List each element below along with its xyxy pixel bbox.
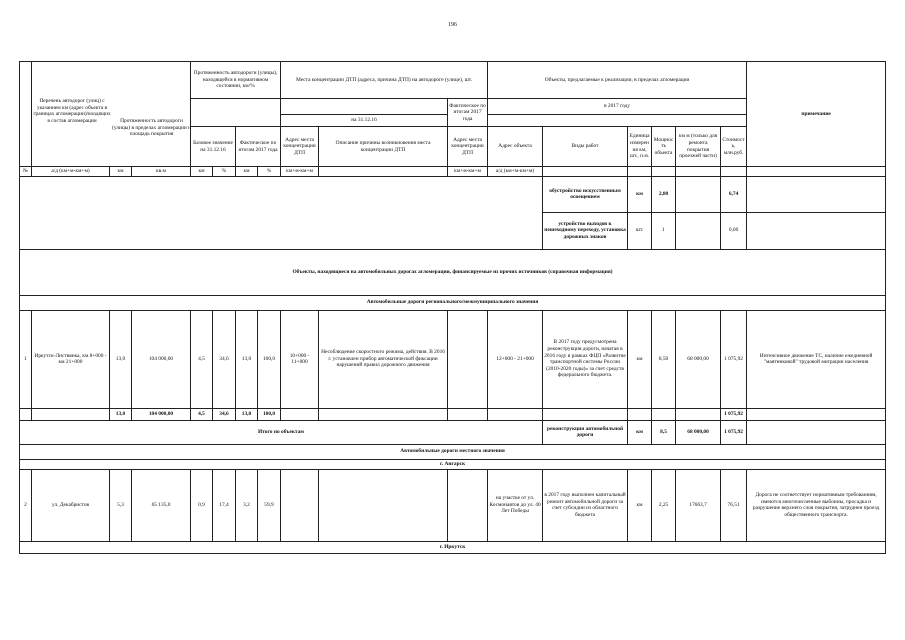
section-local: Автомобильные дороги местного значения xyxy=(20,444,886,459)
top-work-1: обустройство искусственным освещением xyxy=(543,176,628,212)
sub-base-pct: 34,6 xyxy=(213,408,236,420)
loc-blank-3 xyxy=(448,469,488,541)
loc-road: ул. Декабристов xyxy=(32,469,110,541)
table-row xyxy=(20,408,886,420)
sub-blank-3 xyxy=(281,408,319,420)
section-row xyxy=(20,249,886,295)
unit-km-3: км xyxy=(236,167,258,177)
sub-blank-1 xyxy=(20,408,32,420)
header-work-types: Виды работ xyxy=(543,127,628,167)
city-irkutsk: г. Иркутск xyxy=(20,541,886,553)
total-km-repair: 68 000,00 xyxy=(676,420,721,444)
header-blank-2 xyxy=(191,99,281,127)
total-capacity: 8,5 xyxy=(652,420,676,444)
header-date: на 31.12.16 xyxy=(281,115,448,127)
header-road-length: Протяженность автодороги (улицы) в пределах агломерации и площадь покрытия xyxy=(112,118,191,138)
sub-blank-4 xyxy=(319,408,448,420)
reg-fact-pct: 100,0 xyxy=(258,310,281,408)
top-note-2 xyxy=(747,212,886,249)
sub-blank-5 xyxy=(448,408,488,420)
sub-blank-9 xyxy=(652,408,676,420)
reg-cost: 1 075,92 xyxy=(721,310,747,408)
sub-blank-11 xyxy=(747,408,886,420)
loc-blank-2 xyxy=(319,469,448,541)
loc-blank-1 xyxy=(281,469,319,541)
header-obj-addr: Адрес объекта xyxy=(488,127,543,167)
unit-pct: % xyxy=(213,167,236,177)
reg-base-pct: 34,6 xyxy=(213,310,236,408)
loc-capacity: 2,25 xyxy=(652,469,676,541)
top-unit-2: шт. xyxy=(628,212,652,249)
loc-fact-pct: 59,9 xyxy=(258,469,281,541)
unit-ad: а/д (км+м-км+м) xyxy=(32,167,110,177)
loc-cost: 76,51 xyxy=(721,469,747,541)
top-capacity-2: 1 xyxy=(652,212,676,249)
top-km-2 xyxy=(676,212,721,249)
header-blank-3 xyxy=(281,99,448,115)
loc-obj-addr: на участке от ул. Космонавтов до ул. 40 Лет Победы xyxy=(488,469,543,541)
header-dtp-addr: Адрес места концентрации ДТП xyxy=(281,127,319,167)
unit-kvm: кв.м xyxy=(132,167,191,177)
header-actual-2017: Фактическое по итогам 2017 года xyxy=(448,99,488,127)
unit-kmm-2: км+м-км+м xyxy=(448,167,488,177)
header-blank-4 xyxy=(488,115,747,127)
reg-blank xyxy=(448,310,488,408)
total-cost: 1 075,92 xyxy=(721,420,747,444)
unit-km-2: км xyxy=(191,167,213,177)
section-row xyxy=(20,541,886,553)
loc-base-km: 0,9 xyxy=(191,469,213,541)
units-row xyxy=(20,167,886,177)
loc-km-repair: 17663,7 xyxy=(676,469,721,541)
unit-blank-5 xyxy=(676,167,721,177)
reg-fact-km: 13,0 xyxy=(236,310,258,408)
section-regional: Автомобильные дороги регионального/межмуниципального значения xyxy=(20,295,886,310)
reg-road: Иркутск-Листвянка, км 8+000 - км 21+000 xyxy=(32,310,110,408)
unit-km: км xyxy=(110,167,132,177)
loc-fact-km: 3,2 xyxy=(236,469,258,541)
header-road-list: Перечень автодорог (улиц) с указанием км (адрес объекта в границах агломерации)/входящих в состав агломерации xyxy=(33,98,111,124)
sub-blank-10 xyxy=(676,408,721,420)
loc-num: 2 xyxy=(20,469,32,541)
header-actual: Фактическое по итогам 2017 года xyxy=(236,127,281,167)
loc-area: 65 135,0 xyxy=(132,469,191,541)
table-row xyxy=(20,469,886,541)
header-dtp-places: Места концентрации ДТП (адреса, причина ДТП) на автодороге (улице), шт. xyxy=(281,62,488,99)
unit-pct-2: % xyxy=(258,167,281,177)
sub-blank-8 xyxy=(628,408,652,420)
sub-area: 104 000,00 xyxy=(132,408,191,420)
top-note-1 xyxy=(747,176,886,212)
total-label: Итого по объектам xyxy=(20,420,543,444)
header-year-2017: в 2017 году xyxy=(488,99,747,115)
table-row xyxy=(20,420,886,444)
top-capacity-1: 2,80 xyxy=(652,176,676,212)
header-km-repair: км м (только для ремонта покрытия проезжей части) xyxy=(676,127,721,167)
sub-cost: 1 075,92 xyxy=(721,408,747,420)
header-objects: Объекты, предлагаемые к реализации, в пределах агломерации xyxy=(488,62,747,99)
header-base: Базовое значение на 31.12.16 xyxy=(191,127,236,167)
sub-length: 13,0 xyxy=(110,408,132,420)
reg-work: В 2017 году предусмотрена реконструкция дороги, начатая в 2016 году в рамках ФЦП «Развитие транспортной системы России (2010-2020 годы)» за счет средств федерального бюджета. xyxy=(543,310,628,408)
top-cost-1: 6,74 xyxy=(721,176,747,212)
reg-obj-addr: 12+000 - 21+000 xyxy=(488,310,543,408)
top-cost-2: 0,00 xyxy=(721,212,747,249)
reg-dtp-desc: Несоблюдение скоростного режима, действия. В 2016 г. установлен прибор автоматической фиксации нарушений правил дорожного движения xyxy=(319,310,448,408)
total-unit: км xyxy=(628,420,652,444)
sub-fact-pct: 100,0 xyxy=(258,408,281,420)
loc-length: 5,3 xyxy=(110,469,132,541)
reg-note: Интенсивное движение ТС, наличие ежедневной "маятниковой" трудовой миграции населения xyxy=(747,310,886,408)
top-work-2: устройство выходов к пешеходному переходу, установка дорожных знаков xyxy=(543,212,628,249)
total-work: реконструкция автомобильной дороги xyxy=(543,420,628,444)
header-cost: Стоимость, млн.руб. xyxy=(721,127,747,167)
total-blank xyxy=(747,420,886,444)
sub-blank-7 xyxy=(543,408,628,420)
section-row xyxy=(20,459,886,469)
page-number: 196 xyxy=(448,22,457,28)
unit-num: № xyxy=(20,167,32,177)
unit-ad-2: а/д (км+м-км+м) xyxy=(488,167,543,177)
table-row xyxy=(20,310,886,408)
sub-base-km: 4,5 xyxy=(191,408,213,420)
loc-base-pct: 17,4 xyxy=(213,469,236,541)
reg-km-repair: 68 000,00 xyxy=(676,310,721,408)
header-note: примечание xyxy=(747,62,886,167)
top-km-1 xyxy=(676,176,721,212)
reg-length: 13,0 xyxy=(110,310,132,408)
unit-blank-2 xyxy=(543,167,628,177)
loc-unit: км xyxy=(628,469,652,541)
sub-blank-6 xyxy=(488,408,543,420)
header-blank-num xyxy=(20,62,32,167)
loc-work: в 2017 году выполнен капитальный ремонт автомобильной дороги за счет субсидии из областного бюджета xyxy=(543,469,628,541)
reg-dtp-addr: 10+000 - 11+000 xyxy=(281,310,319,408)
reg-unit: км xyxy=(628,310,652,408)
reg-num: 1 xyxy=(20,310,32,408)
unit-blank xyxy=(319,167,448,177)
sub-fact-km: 13,0 xyxy=(236,408,258,420)
reg-area: 104 000,00 xyxy=(132,310,191,408)
unit-blank-7 xyxy=(747,167,886,177)
header-length-norm: Протяженность автодороги (улицы), находящейся в нормативном состоянии, км/% xyxy=(191,62,281,99)
unit-blank-6 xyxy=(721,167,747,177)
header-unit: Единица измерения км, шт., п.м. xyxy=(628,127,652,167)
header-dtp-desc: Описание причины возникновения места концентрации ДТП xyxy=(319,127,448,167)
reg-base-km: 4,5 xyxy=(191,310,213,408)
loc-note: Дорога не соответствует нормативным требованиям, имеются многочисленные выбоины, просадка и разрушение верхнего слоя покрытия, затруднен проезд общественного транспорта. xyxy=(747,469,886,541)
header-dtp-addr-2: Адрес места концентрации ДТП xyxy=(448,127,488,167)
header-capacity: Мощность объекта xyxy=(652,127,676,167)
unit-kmm: км+м-км+м xyxy=(281,167,319,177)
table-row xyxy=(20,176,886,212)
city-angarsk: г. Ангарск xyxy=(20,459,886,469)
header-row-1 xyxy=(20,62,886,99)
sub-blank-2 xyxy=(32,408,110,420)
top-unit-1: км xyxy=(628,176,652,212)
unit-blank-4 xyxy=(652,167,676,177)
top-rows-blank xyxy=(20,176,543,249)
reg-capacity: 8,50 xyxy=(652,310,676,408)
section-other: Объекты, находящиеся на автомобильных дорогах агломерации, финансируемые из прочих источников (справочная информация) xyxy=(20,249,886,295)
section-row xyxy=(20,444,886,459)
unit-blank-3 xyxy=(628,167,652,177)
section-row xyxy=(20,295,886,310)
